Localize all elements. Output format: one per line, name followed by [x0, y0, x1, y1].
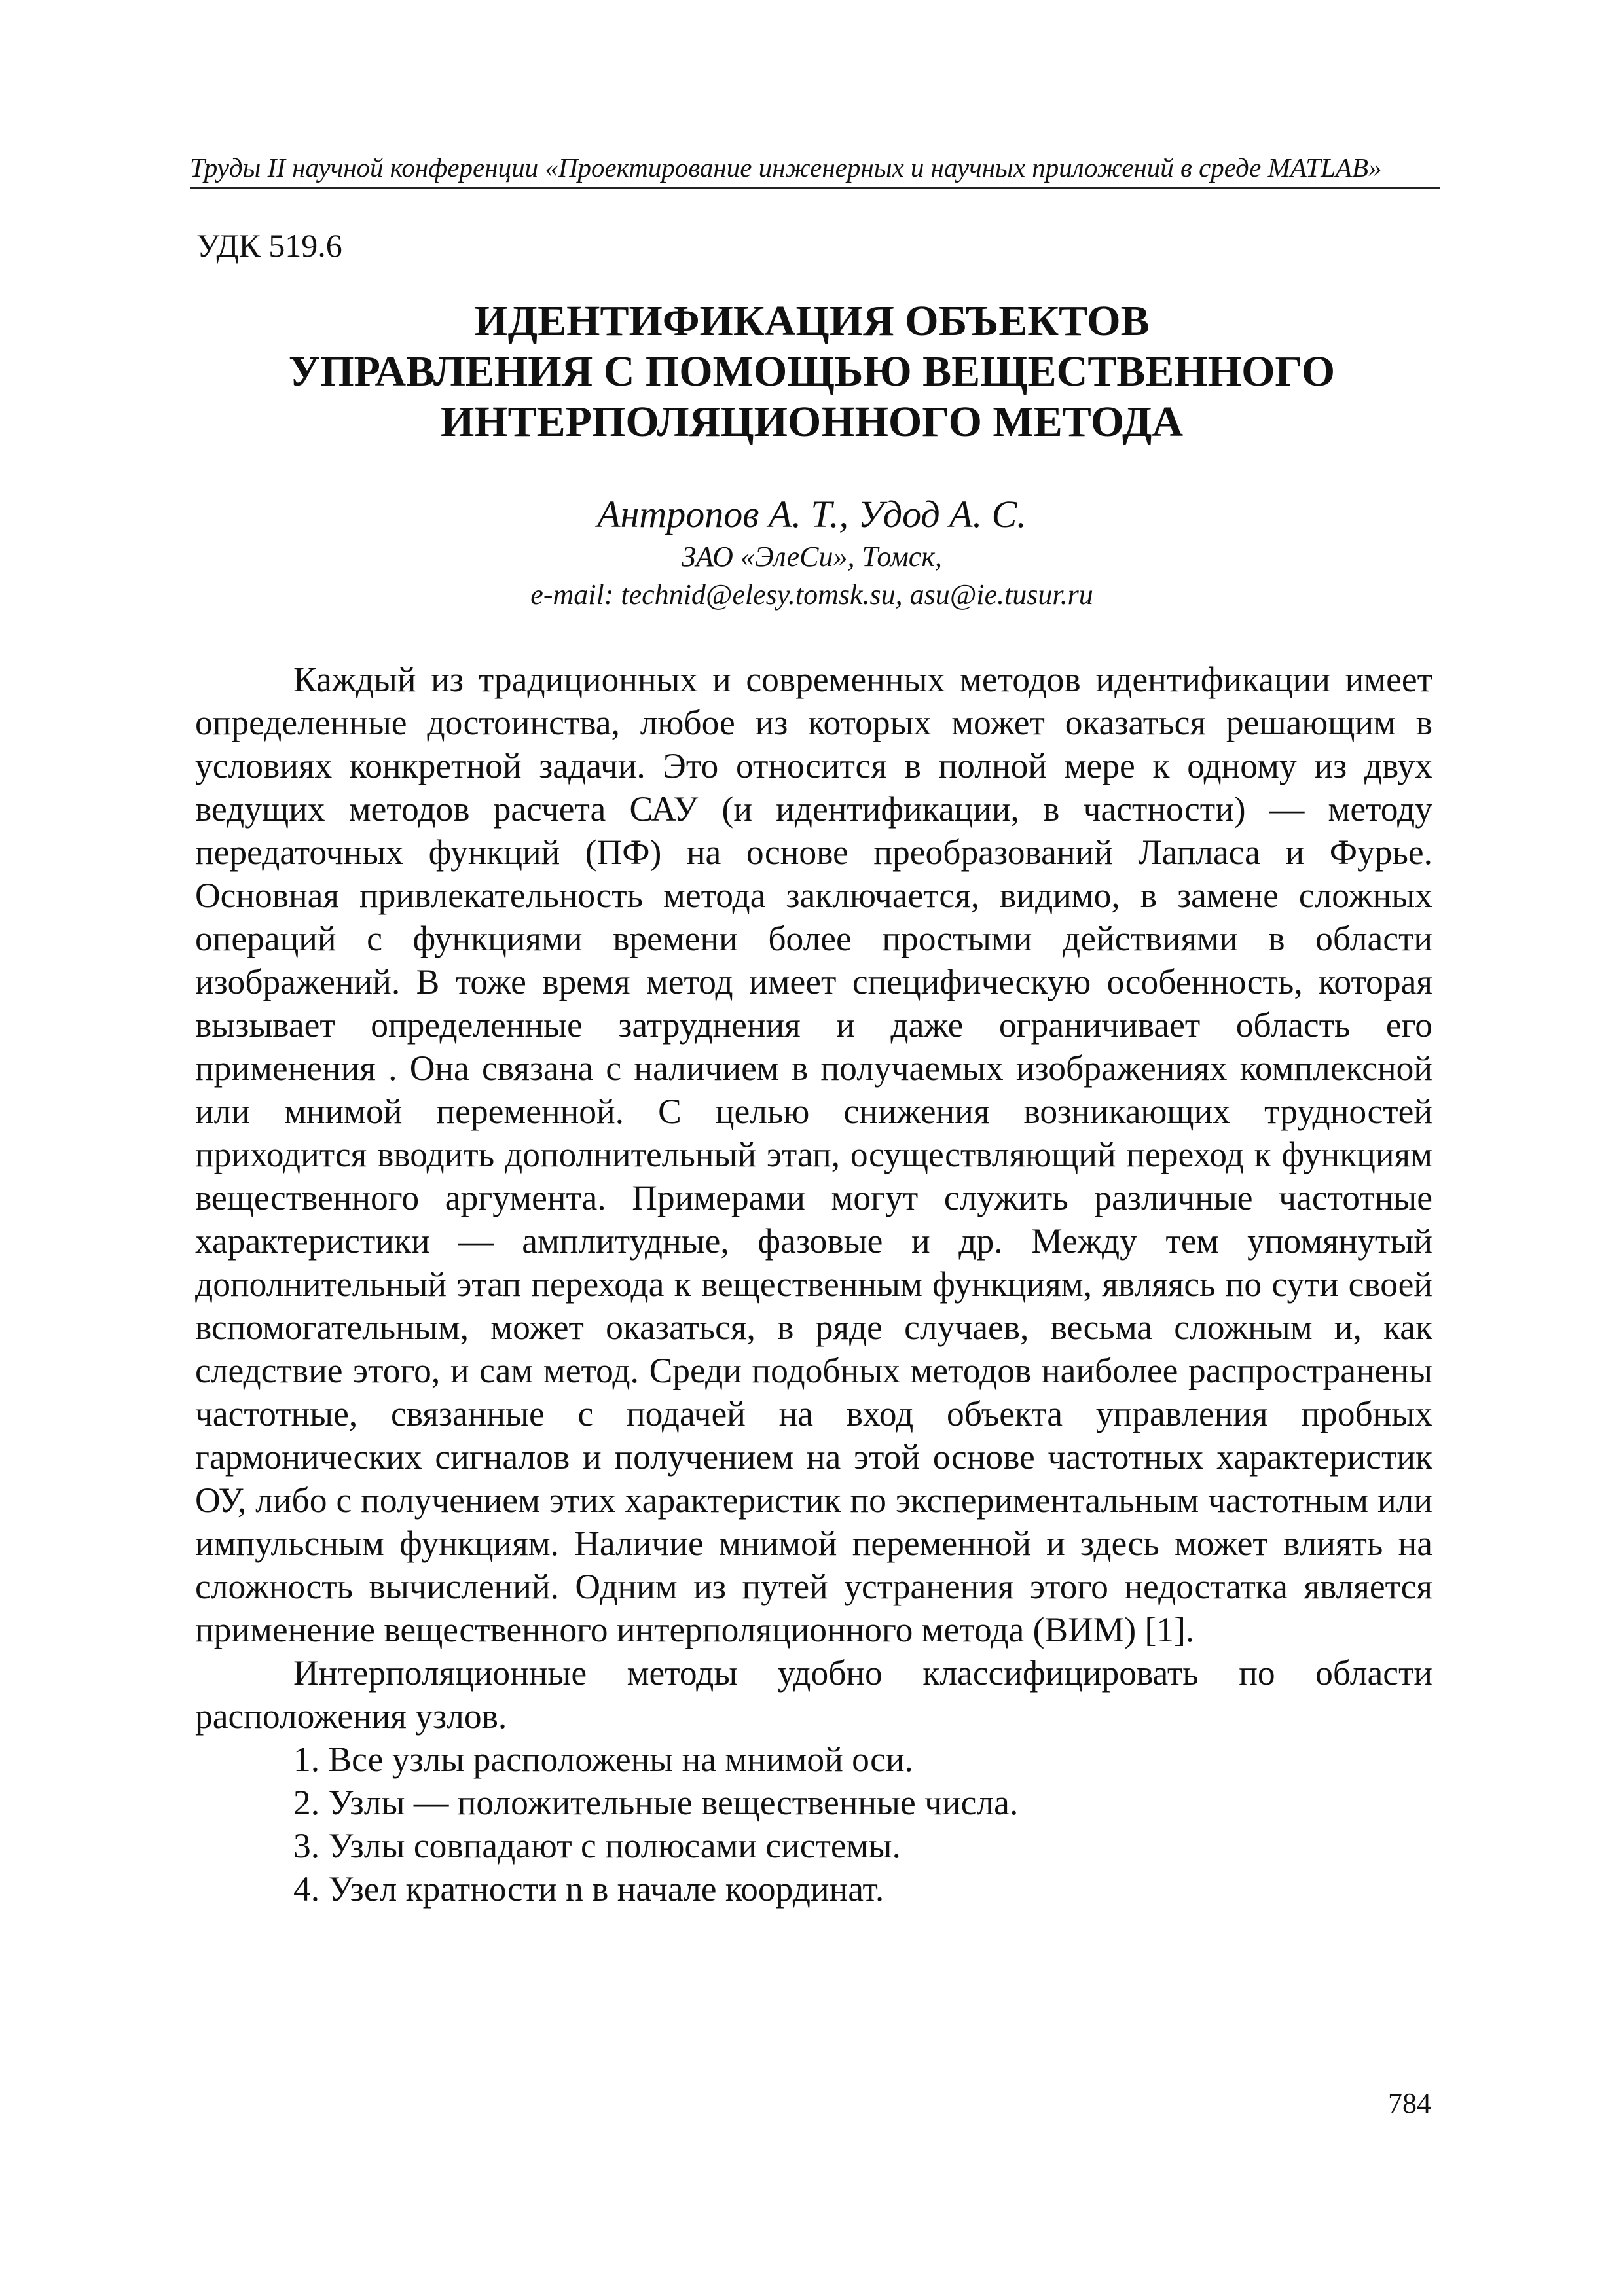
- list-item: 4. Узел кратности n в начале координат.: [293, 1869, 884, 1909]
- paragraph: Каждый из традиционных и современных методов идентификации имеет определенные достоинства, любое из которых может оказаться решающим в условиях конкретной задачи. Это относится в полной мере к одному из двух ведущих методов расчета САУ (и идентификации, в частности) — методу передаточных функций (ПФ) на основе преобразований Лапласа и Фурье. Основная привлекательность метода заключается, видимо, в замене сложных операций с функциями времени более простыми действиями в области изображений. В тоже время метод имеет специфическую особенность, которая вызывает определенные затруднения и даже ограничивает область его применения . Она связана с наличием в получаемых изображениях комплексной или мнимой переменной. С целью снижения возникающих трудностей приходится вводить дополнительный этап, осуществляющий переход к функциям вещественного аргумента. Примерами могут служить различные частотные характеристики — амплитудные, фазовые и др. Между тем упомянутый дополнительный этап перехода к вещественным функциям, являясь по сути своей вспомогательным, может оказаться, в ряде случаев, весьма сложным и, как следствие этого, и сам метод. Среди подобных методов наиболее распространены частотные, связанные с подачей на вход объекта управления пробных гармонических сигналов и получением на этой основе частотных характеристик ОУ, либо с получением этих характеристик по экспериментальным частотным или импульсным функциям. Наличие мнимой переменной и здесь может влиять на сложность вычислений. Одним из путей устранения этого недостатка является применение вещественного интерполяционного метода (ВИМ) [1].: [195, 660, 1432, 1649]
- email-line: e-mail: technid@elesy.tomsk.su, asu@ie.tusur.ru: [530, 579, 1093, 611]
- list-item: 2. Узлы — положительные вещественные числа.: [293, 1783, 1019, 1822]
- udk-code: УДК 519.6: [196, 227, 342, 264]
- node-classification-list: [195, 1738, 1432, 1910]
- affiliation: ЗАО «ЭлеСи», Томск,: [682, 541, 942, 573]
- article-title: [196, 296, 1427, 447]
- page-number: 784: [1388, 2087, 1431, 2119]
- list-item: 1. Все узлы расположены на мнимой оси.: [293, 1740, 913, 1779]
- article-body: [195, 658, 1432, 1910]
- list-item: 3. Узлы совпадают с полюсами системы.: [293, 1826, 901, 1865]
- running-header: Труды II научной конференции «Проектирование инженерных и научных приложений в среде MATLAB»: [190, 149, 1440, 189]
- title-line: ИДЕНТИФИКАЦИЯ ОБЪЕКТОВ: [474, 297, 1150, 345]
- title-line: УПРАВЛЕНИЯ С ПОМОЩЬЮ ВЕЩЕСТВЕННОГО: [288, 348, 1336, 395]
- title-line: ИНТЕРПОЛЯЦИОННОГО МЕТОДА: [440, 398, 1184, 446]
- authors: Антропов А. Т., Удод А. С.: [597, 493, 1027, 535]
- paragraph: Интерполяционные методы удобно классифицировать по области расположения узлов.: [195, 1653, 1432, 1736]
